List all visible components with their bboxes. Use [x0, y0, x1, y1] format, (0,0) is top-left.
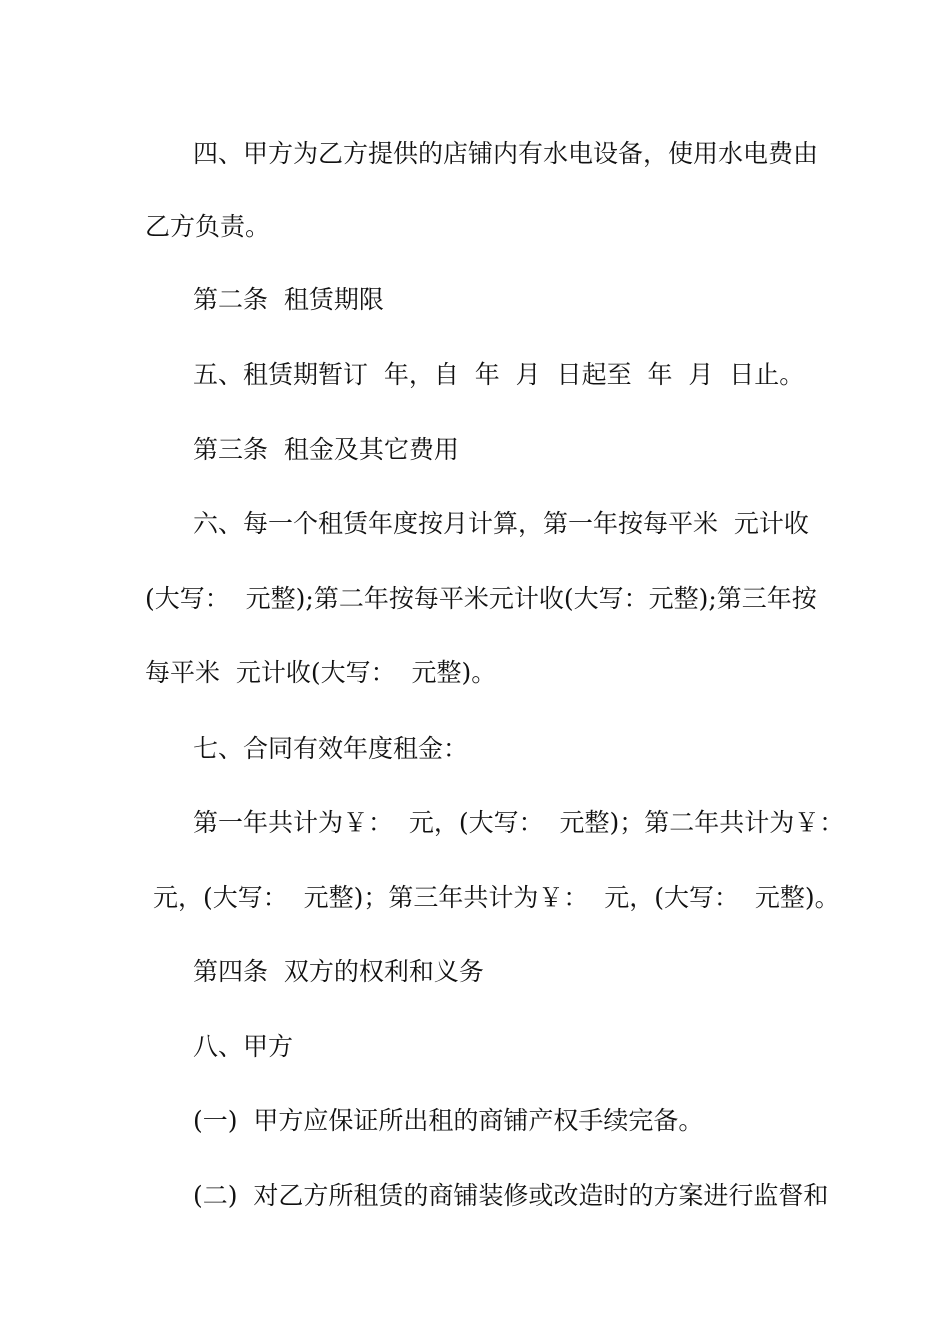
paragraph-line: (二) 对乙方所租赁的商铺装修或改造时的方案进行监督和 — [193, 1181, 829, 1210]
section-heading: 第四条 双方的权利和义务 — [193, 957, 484, 986]
section-heading: 第三条 租金及其它费用 — [193, 435, 459, 464]
paragraph-line: 元，(大写： 元整)；第三年共计为￥： 元，(大写： 元整)。 — [145, 883, 840, 912]
paragraph-line: 四、甲方为乙方提供的店铺内有水电设备，使用水电费由 — [193, 139, 819, 168]
paragraph-line: 七、合同有效年度租金： — [193, 734, 469, 763]
paragraph-line: 六、每一个租赁年度按月计算，第一年按每平米 元计收 — [193, 509, 809, 538]
paragraph-line: 八、甲方 — [193, 1032, 294, 1061]
paragraph-line: 乙方负责。 — [145, 212, 271, 241]
section-heading: 第二条 租赁期限 — [193, 285, 384, 314]
paragraph-line: 每平米 元计收(大写： 元整)。 — [145, 658, 497, 687]
paragraph-line: (一) 甲方应保证所出租的商铺产权手续完备。 — [193, 1106, 704, 1135]
paragraph-line: (大写： 元整);第二年按每平米元计收(大写：元整);第三年按 — [145, 584, 817, 613]
paragraph-line: 第一年共计为￥： 元，(大写： 元整)；第二年共计为￥： — [193, 808, 845, 837]
paragraph-line: 五、租赁期暂订 年，自 年 月 日起至 年 月 日止。 — [193, 360, 805, 389]
